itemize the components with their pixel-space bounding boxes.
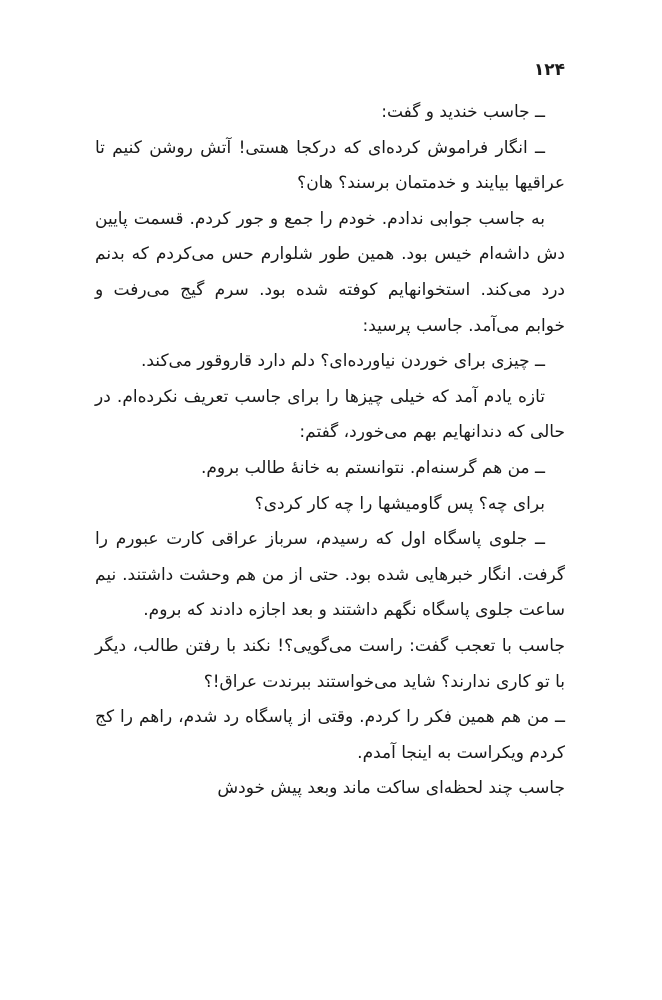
paragraph: برای چه؟ پس گاومیشها را چه کار کردی؟: [254, 493, 545, 514]
paragraph: به جاسب جوابی ندادم. خودم را جمع و جور کردم. قسمت پایین دش داشه‌ام خیس بود. همین طور شلوارم حس می‌کردم که بدنم درد می‌کند. استخوانهایم کوفته شده بود. سرم گیج می‌رفت و خوابم می‌آمد. جاسب پرسید:: [95, 208, 565, 336]
paragraph: ــ انگار فراموش کرده‌ای که درکجا هستی! آتش روشن کنیم تا عراقیها بیایند و خدمتمان برسند؟ هان؟: [95, 137, 565, 194]
paragraph: ــ جاسب خندید و گفت:: [381, 102, 545, 122]
paragraph: ــ چیزی برای خوردن نیاورده‌ای؟ دلم دارد قاروقور می‌کند.: [140, 351, 545, 372]
paragraph: جاسب چند لحظه‌ای ساکت ماند وبعد پیش خودش: [217, 778, 565, 799]
paragraph: تازه یادم آمد که خیلی چیزها را برای جاسب تعریف نکرده‌ام. در حالی که دندانهایم بهم می‌خورد، گفتم:: [95, 386, 565, 443]
paragraph: ــ من هم همین فکر را کردم. وقتی از پاسگاه رد شدم، راهم را کج کردم ویکراست به اینجا آمدم.: [95, 707, 565, 763]
paragraph: ــ من هم گرسنه‌ام. نتوانستم به خانهٔ طالب بروم.: [200, 457, 545, 478]
paragraph: ــ جلوی پاسگاه اول که رسیدم، سرباز عراقی کارت عبورم را گرفت. انگار خبرهایی شده بود. حتی از من هم وحشت داشتند. نیم ساعت جلوی پاسگاه نگهم داشتند و بعد اجازه دادند که بروم.: [95, 529, 565, 621]
paragraph: جاسب با تعجب گفت: راست می‌گویی؟! نکند با رفتن طالب، دیگر با تو کاری ندارند؟ شاید می‌خواستند ببرندت عراق!؟: [95, 635, 565, 692]
page-text: [95, 95, 565, 807]
page-number: ۱۲۴: [533, 60, 565, 80]
